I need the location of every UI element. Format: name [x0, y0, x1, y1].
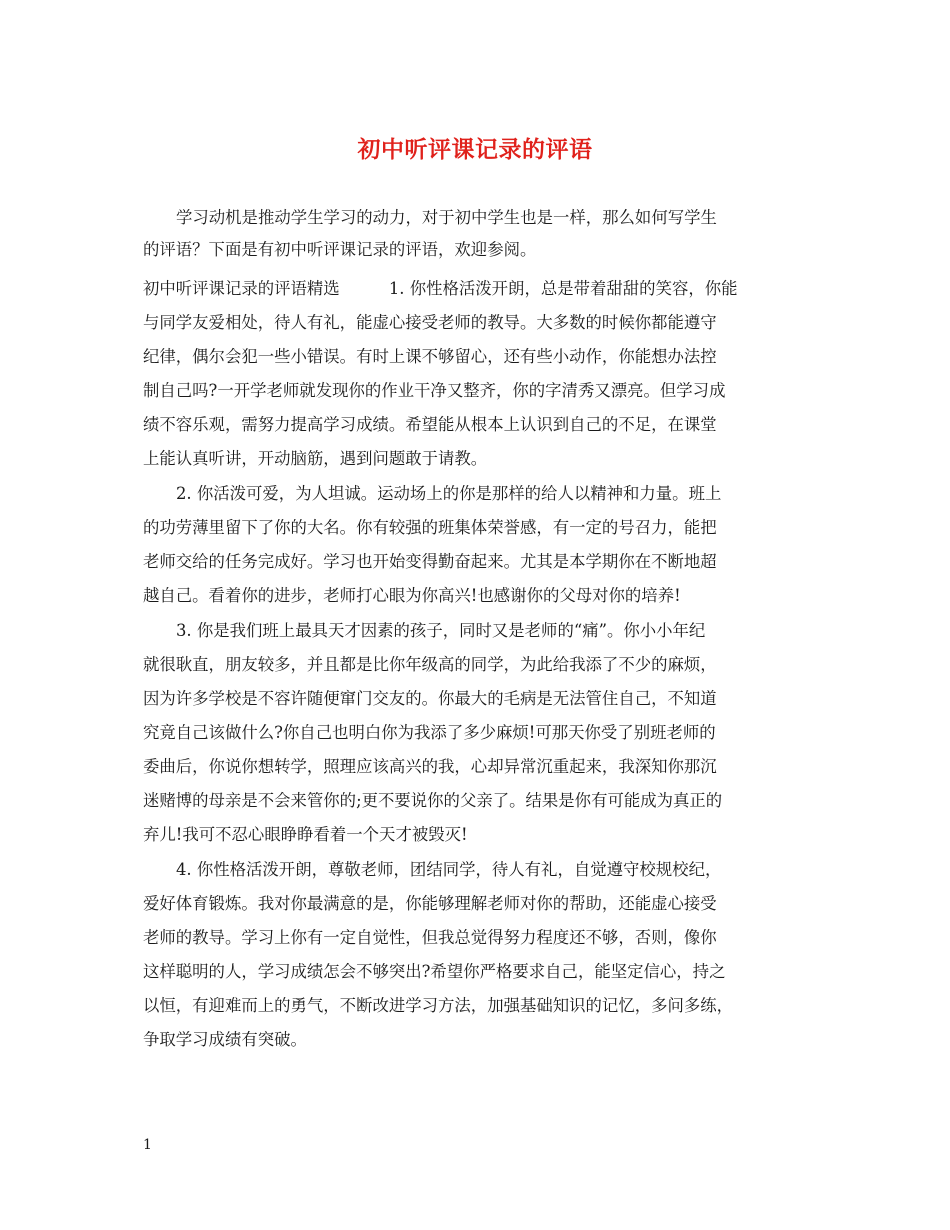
document-title: 初中听评课记录的评语 [357, 136, 593, 163]
intro-line-1: 学习动机是推动学生学习的动力，对于初中学生也是一样，那么如何写学生 [176, 208, 717, 227]
comment-3-line-5: 委曲后，你说你想转学，照理应该高兴的我，心却异常沉重起来，我深知你那沉 [143, 757, 717, 776]
comment-1-line-2: 与同学友爱相处，待人有礼，能虚心接受老师的教导。大多数的时候你都能遵守 [143, 313, 717, 332]
comment-4-line-4: 这样聪明的人，学习成绩怎会不够突出?希望你严格要求自己，能坚定信心，持之 [143, 962, 726, 981]
comment-3-line-7: 弃儿!我可不忍心眼睁睁看着一个天才被毁灭! [143, 825, 468, 844]
comment-2-line-2: 的功劳薄里留下了你的大名。你有较强的班集体荣誉感，有一定的号召力，能把 [143, 518, 717, 537]
comment-4-line-5: 以恒，有迎难而上的勇气，不断改进学习方法，加强基础知识的记忆，多问多练， [143, 996, 734, 1015]
comment-2-line-4: 越自己。看着你的进步，老师打心眼为你高兴!也感谢你的父母对你的培养! [143, 586, 681, 605]
comment-1-line-5: 绩不容乐观，需努力提高学习成绩。希望能从根本上认识到自己的不足，在课堂 [143, 415, 717, 434]
comment-4-line-3: 老师的教导。学习上你有一定自觉性，但我总觉得努力程度还不够，否则，像你 [143, 928, 717, 947]
comment-3-line-2: 就很耿直，朋友较多，并且都是比你年级高的同学，为此给我添了不少的麻烦， [143, 655, 717, 674]
section-heading-line: 初中听评课记录的评语精选 1. 你性格活泼开朗，总是带着甜甜的笑容，你能 [143, 279, 738, 298]
page-number: 1 [143, 1137, 152, 1153]
comment-1-line-3: 纪律，偶尔会犯一些小错误。有时上课不够留心，还有些小动作，你能想办法控 [143, 347, 717, 366]
comment-4-line-1: 4. 你性格活泼开朗，尊敬老师，团结同学，待人有礼，自觉遵守校规校纪， [176, 860, 722, 879]
comment-4-line-6: 争取学习成绩有突破。 [143, 1030, 307, 1049]
comment-1-line-6: 上能认真听讲，开动脑筋，遇到问题敢于请教。 [143, 449, 488, 468]
comment-4-line-2: 爱好体育锻炼。我对你最满意的是，你能够理解老师对你的帮助，还能虚心接受 [143, 894, 717, 913]
comment-3-line-1: 3. 你是我们班上最具天才因素的孩子，同时又是老师的“痛”。你小小年纪 [176, 621, 706, 640]
intro-line-2: 的评语？下面是有初中听评课记录的评语，欢迎参阅。 [143, 240, 537, 259]
comment-2-line-1: 2. 你活泼可爱，为人坦诚。运动场上的你是那样的给人以精神和力量。班上 [176, 484, 722, 503]
comment-3-line-6: 迷赌博的母亲是不会来管你的;更不要说你的父亲了。结果是你有可能成为真正的 [143, 791, 723, 810]
comment-3-line-4: 究竟自己该做什么?你自己也明白你为我添了多少麻烦!可那天你受了别班老师的 [143, 723, 716, 742]
comment-1-line-4: 制自己吗?一开学老师就发现你的作业干净又整齐，你的字清秀又漂亮。但学习成 [143, 381, 726, 400]
comment-3-line-3: 因为许多学校是不容许随便窜门交友的。你最大的毛病是无法管住自己，不知道 [143, 689, 717, 708]
comment-2-line-3: 老师交给的任务完成好。学习也开始变得勤奋起来。尤其是本学期你在不断地超 [143, 552, 717, 571]
